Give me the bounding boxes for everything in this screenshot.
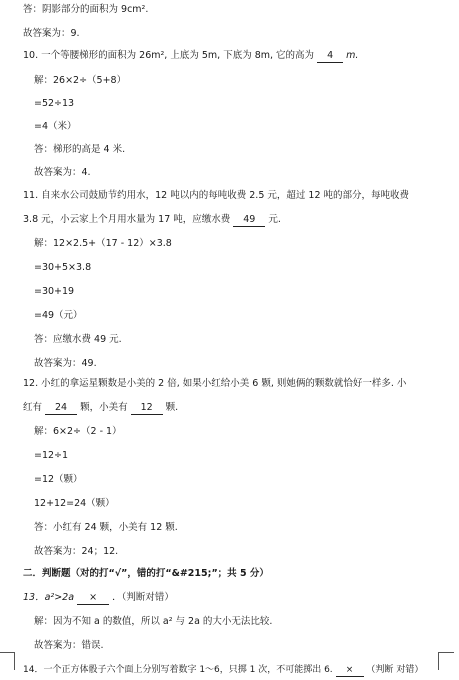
question-text: 对错） (396, 665, 424, 675)
solution-step: 故答案为：49. (34, 358, 97, 369)
answer-blank: 4 (317, 50, 343, 63)
question-text: 3.8 元，小云家上个月用水量为 17 吨，应缴水费 (23, 214, 231, 225)
question-text: 10. 一个等腰梯形的面积为 26m², 上底为 5m, 下底为 8m, 它的高为 (23, 50, 315, 61)
answer-blank: 49 (233, 214, 265, 227)
question-10 (23, 50, 358, 63)
question-12-cont (23, 402, 178, 415)
answer-line: 答：阴影部分的面积为 9cm². (23, 4, 149, 15)
solution-step: 答：小红有 24 颗，小美有 12 颗. (34, 522, 178, 533)
solution-step: 12+12=24（颗） (34, 498, 115, 509)
question-text: 颗. (165, 402, 179, 413)
solution-step: =30+19 (34, 286, 75, 297)
solution-step: =12÷1 (34, 450, 69, 461)
question-text: ．（判断对错） (112, 592, 174, 603)
question-text: 元. (268, 214, 281, 225)
solution-step: =4（米） (34, 121, 77, 132)
question-14 (23, 664, 423, 677)
solution-step: 故答案为：错误. (34, 640, 104, 651)
corner-mark-bottom-left-h (0, 652, 14, 653)
corner-mark-bottom-right-h (438, 652, 454, 653)
question-text: 颗，小美有 (80, 402, 128, 413)
answer-blank: × (77, 592, 109, 605)
solution-step: 故答案为：24；12. (34, 546, 119, 557)
corner-mark-bottom-right (438, 652, 439, 670)
solution-step: 解：26×2÷（5+8） (34, 75, 127, 86)
question-11: 11. 自来水公司鼓励节约用水，12 吨以内的每吨收费 2.5 元，超过 12 吨的部分，每吨收费 (23, 190, 410, 201)
answer-blank: 24 (45, 402, 77, 415)
answer-line: 故答案为：9. (23, 28, 80, 39)
section-heading: 二．判断题（对的打“√”，错的打“&#215;”；共 5 分） (23, 568, 269, 579)
question-11-cont (23, 214, 281, 227)
question-13 (23, 592, 174, 605)
solution-step: 答：梯形的高是 4 米. (34, 144, 126, 155)
solution-step: 故答案为：4. (34, 167, 91, 178)
question-12: 12. 小红的拿运星颗数是小美的 2 倍, 如果小红给小美 6 颗, 则她俩的颗数就恰好一样多. 小 (23, 378, 407, 389)
corner-mark-bottom-left (14, 652, 15, 670)
question-text: 14．一个正方体骰子六个面上分别写着数字 1～6，只掷 1 次，不可能掷出 6. (23, 665, 333, 675)
solution-step: =49（元） (34, 310, 83, 321)
answer-blank: 12 (131, 402, 163, 415)
solution-step: 解：6×2÷（2 - 1） (34, 426, 122, 437)
question-text: 13．a²>2a (23, 592, 75, 603)
solution-step: 解：12×2.5+（17 - 12）×3.8 (34, 238, 172, 249)
solution-step: 答：应缴水费 49 元. (34, 334, 122, 345)
solution-step: 解：因为不知 a 的数值，所以 a² 与 2a 的大小无法比较. (34, 616, 273, 627)
solution-step: =30+5×3.8 (34, 262, 92, 273)
answer-blank: × (336, 664, 364, 677)
question-text: m. (346, 50, 359, 61)
question-text: 红有 (23, 402, 43, 413)
solution-step: =12（颗） (34, 474, 83, 485)
solution-step: =52÷13 (34, 98, 75, 109)
question-text: （判断 (366, 665, 394, 675)
